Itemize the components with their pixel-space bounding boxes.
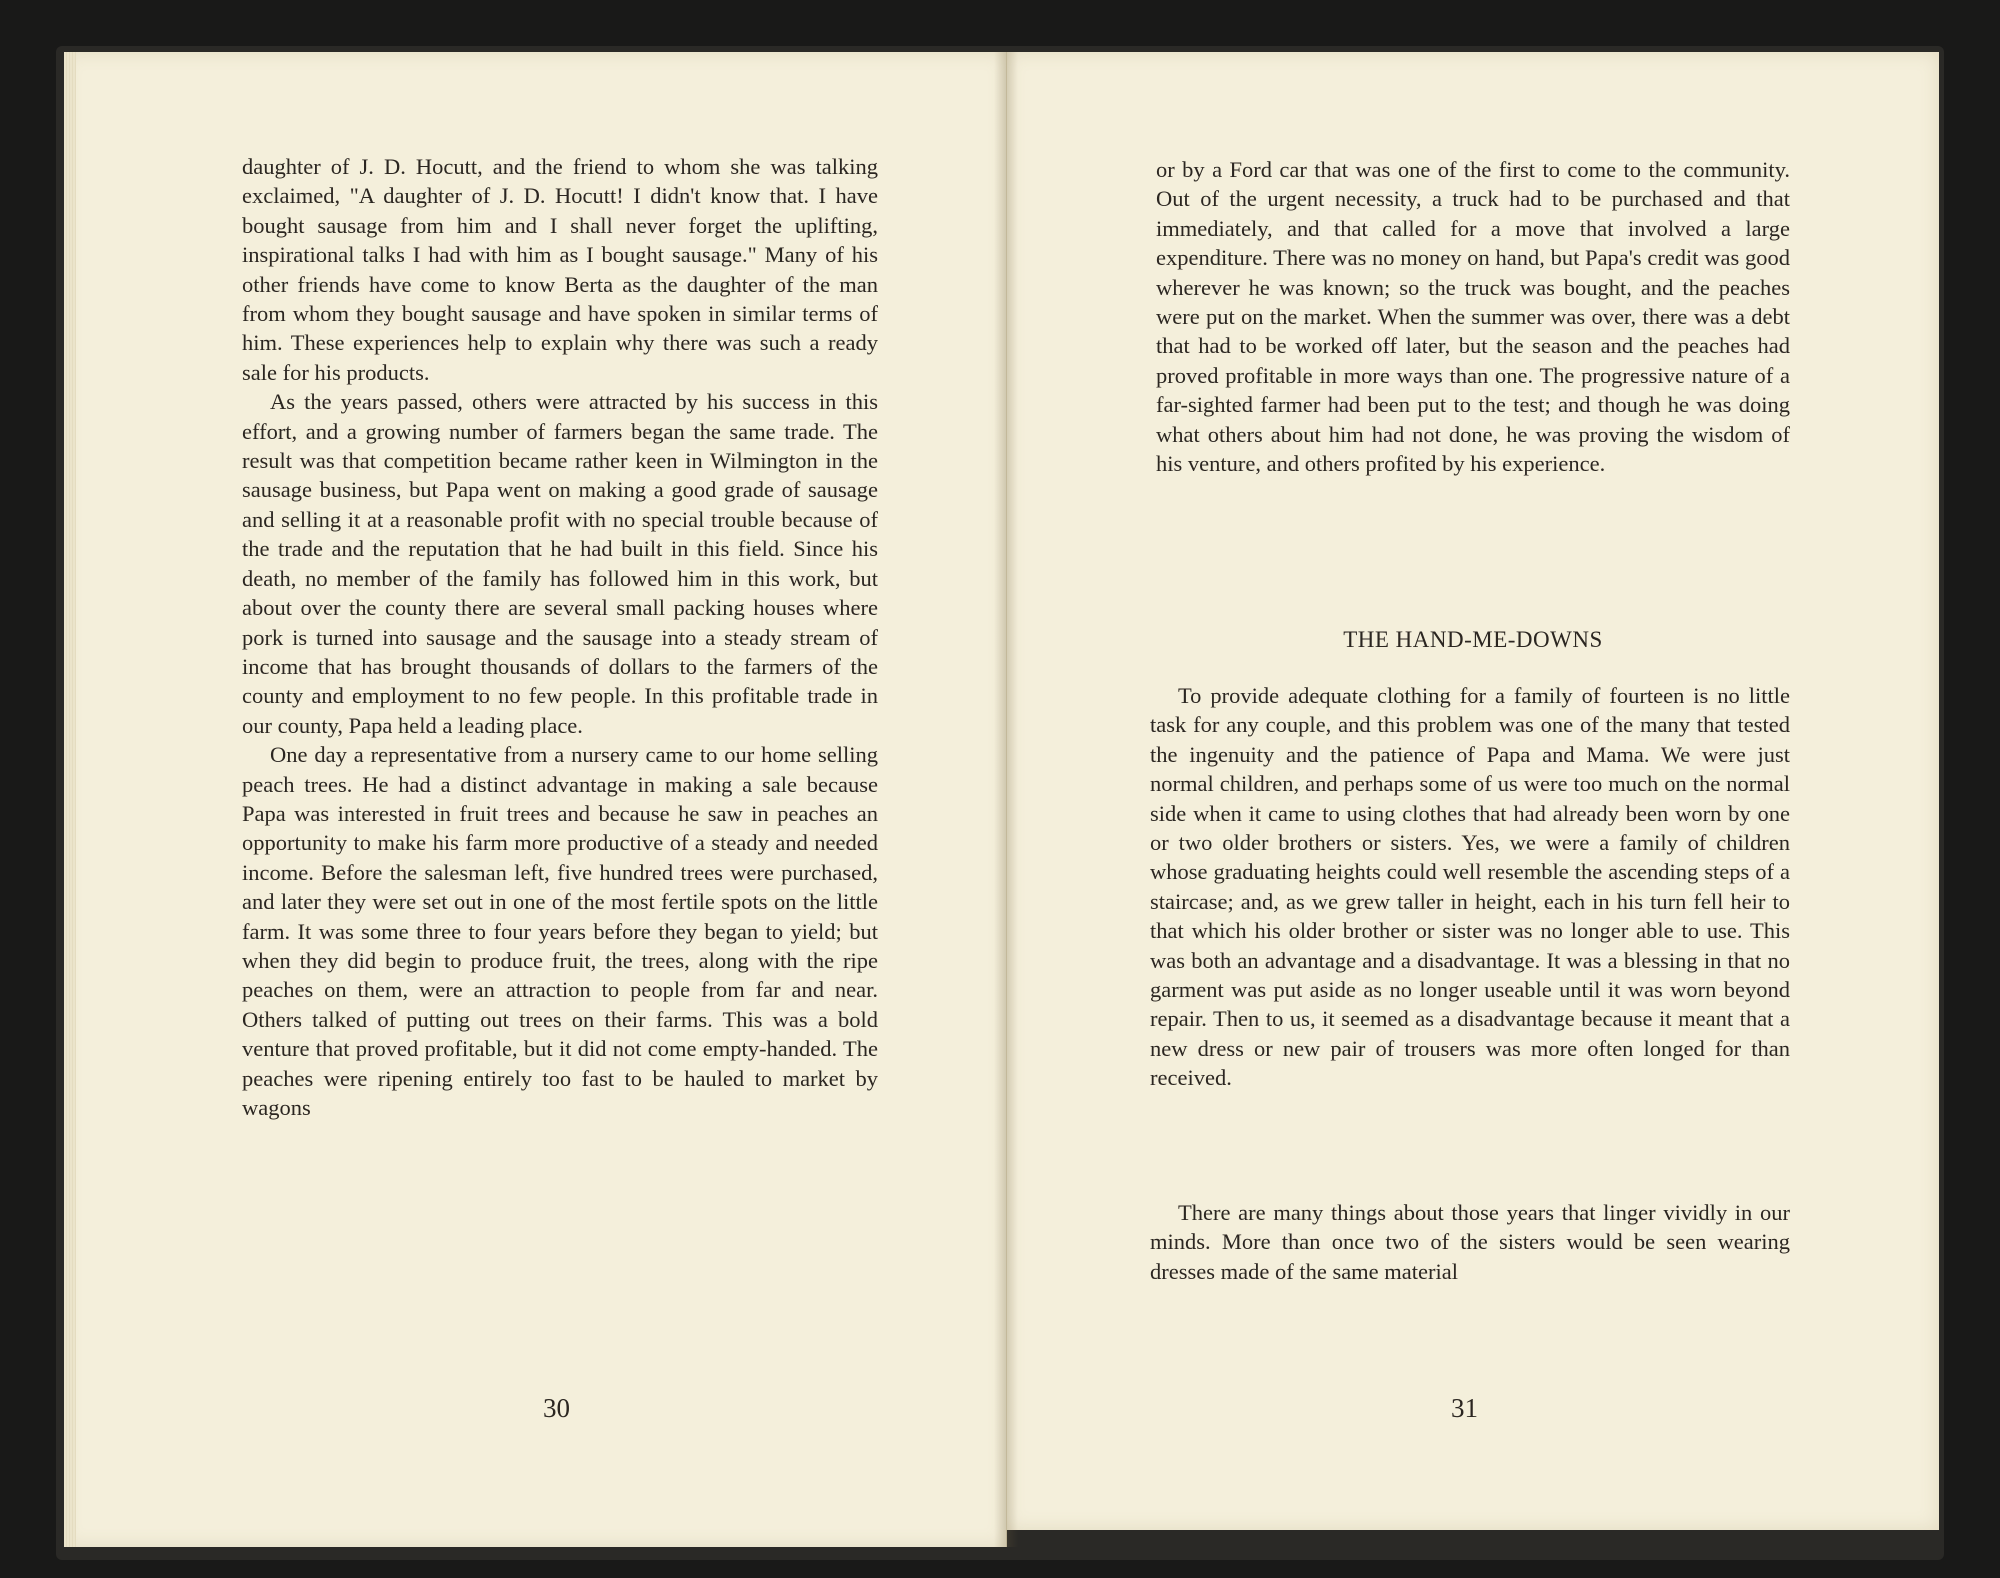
right-page-top-body xyxy=(1156,155,1790,478)
right-page-section-body xyxy=(1150,681,1790,1093)
left-page-edge xyxy=(64,52,76,1547)
right-page-closing-body xyxy=(1150,1198,1790,1286)
right-page-number: 31 xyxy=(1451,1393,1478,1423)
left-page-number: 30 xyxy=(543,1393,570,1423)
left-paragraph-3: One day a representative from a nursery came to our home selling peach trees. He had a distinct advantage in making a sale because Papa was interested in fruit trees and because he saw in peaches an opportunity to make his farm more productive of a steady and needed income. Before the salesman left, five hundred trees were purchased, and later they were set out in one of the most fertile spots on the little farm. It was some three to four years before they began to yield; but when they did begin to produce fruit, the trees, along with the ripe peaches on them, were an attraction to people from far and near. Others talked of putting out trees on their farms. This was a bold venture that proved profitable, but it did not come empty-handed. The peaches were ripening entirely too fast to be hauled to market by wagons xyxy=(242,742,878,1120)
book-gutter xyxy=(994,52,1018,1547)
section-heading: THE HAND-ME-DOWNS xyxy=(1343,627,1603,652)
left-paragraph-2: As the years passed, others were attracted by his success in this effort, and a growing number of farmers began the same trade. The result was that competition became rather keen in Wilmington in the sausage business, but Papa went on making a good grade of sausage and selling it at a reasonable profit with no special trouble because of the trade and the reputation that he had built in this field. Since his death, no member of the family has followed him in this work, but about over the county there are several small packing houses where pork is turned into sausage and the sausage into a steady stream of income that has brought thousands of dollars to the farmers of the county and employment to no few people. In this profitable trade in our county, Papa held a leading place. xyxy=(242,389,878,738)
left-page-body xyxy=(242,152,878,1122)
right-paragraph-continued: or by a Ford car that was one of the first to come to the community. Out of the urgent necessity, a truck had to be purchased and that immediately, and that called for a move that involved a large expenditure. There was no money on hand, but Papa's credit was good wherever he was known; so the truck was bought, and the peaches were put on the market. When the summer was over, there was a debt that had to be worked off later, but the season and the peaches had proved profitable in more ways than one. The progressive nature of a far-sighted farmer had been put to the test; and though he was doing what others about him had not done, he was proving the wisdom of his venture, and others profited by his experience. xyxy=(1156,157,1790,477)
right-section-paragraph-2: There are many things about those years that linger vividly in our minds. More than once two of the sisters would be seen wearing dresses made of the same material xyxy=(1150,1200,1790,1284)
left-paragraph-1: daughter of J. D. Hocutt, and the friend to whom she was talking exclaimed, "A daughter of J. D. Hocutt! I didn't know that. I have bought sausage from him and I shall never forget the uplifting, inspirational talks I had with him as I bought sausage." Many of his other friends have come to know Berta as the daughter of the man from whom they bought sausage and have spoken in similar terms of him. These experiences help to explain why there was such a ready sale for his products. xyxy=(242,154,878,385)
right-section-paragraph-1: To provide adequate clothing for a family of fourteen is no little task for any couple, and this problem was one of the many that tested the ingenuity and the patience of Papa and Mama. We were just normal children, and perhaps some of us were too much on the normal side when it came to using clothes that had already been worn by one or two older brothers or sisters. Yes, we were a family of children whose graduating heights could well resemble the ascending steps of a staircase; and, as we grew taller in height, each in his turn fell heir to that which his older brother or sister was no longer able to use. This was both an advantage and a disadvantage. It was a blessing in that no garment was put aside as no longer useable until it was worn beyond repair. Then to us, it seemed as a disadvantage because it meant that a new dress or new pair of trousers was more often longed for than received. xyxy=(1150,683,1790,1091)
